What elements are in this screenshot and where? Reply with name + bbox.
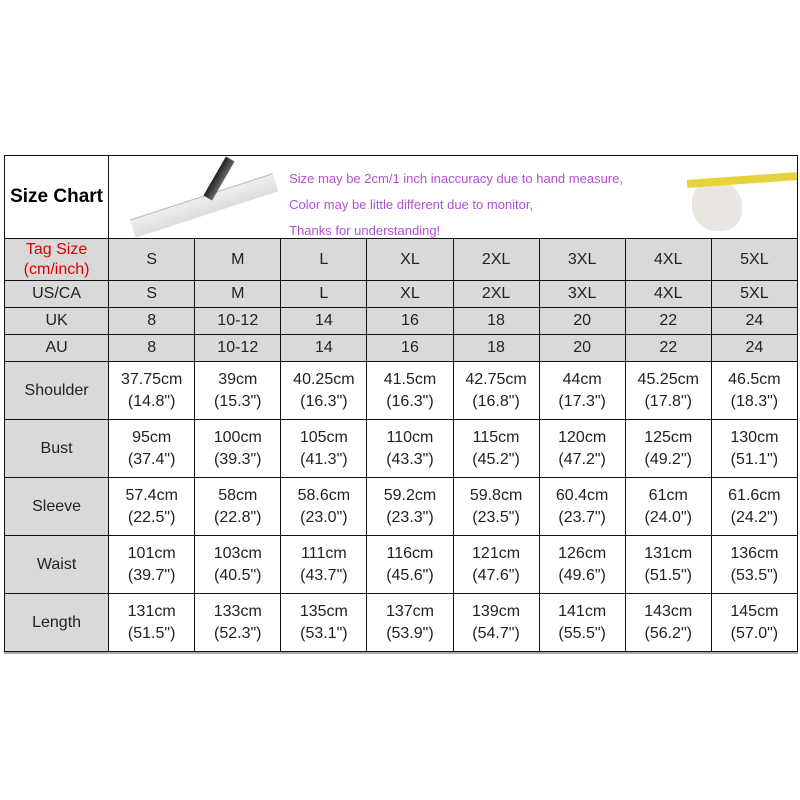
row-label: Length bbox=[5, 594, 109, 652]
size-cell: 22 bbox=[625, 335, 711, 362]
inch-value: (40.5") bbox=[214, 566, 262, 584]
size-cell: 18 bbox=[453, 335, 539, 362]
measurement-cell bbox=[539, 594, 625, 652]
inch-value: (22.5") bbox=[127, 508, 176, 526]
measurement-cell bbox=[367, 536, 453, 594]
inch-value: (55.5") bbox=[558, 624, 606, 642]
row-label: Shoulder bbox=[5, 362, 109, 420]
measurement-cell bbox=[367, 478, 453, 536]
size-cell: 5XL bbox=[711, 281, 797, 308]
cm-value: 125cm bbox=[644, 428, 693, 446]
measurement-cell bbox=[625, 362, 711, 420]
inch-value: (39.3") bbox=[214, 450, 262, 468]
inch-value: (24.0") bbox=[644, 508, 692, 526]
measurement-cell bbox=[453, 536, 539, 594]
cm-value: 58cm bbox=[218, 486, 258, 504]
inch-value: (53.9") bbox=[386, 624, 434, 642]
size-cell: 18 bbox=[453, 308, 539, 335]
tag-size-cell: S bbox=[109, 239, 195, 281]
measurement-cell bbox=[195, 536, 281, 594]
measurement-cell bbox=[625, 536, 711, 594]
inch-value: (56.2") bbox=[644, 624, 692, 642]
cm-value: 58.6cm bbox=[297, 486, 351, 504]
size-cell: 22 bbox=[625, 308, 711, 335]
cm-value: 41.5cm bbox=[383, 370, 437, 388]
inch-value: (54.7") bbox=[472, 624, 520, 642]
inch-value: (51.5") bbox=[644, 566, 692, 584]
cm-value: 135cm bbox=[299, 602, 348, 620]
inch-value: (24.2") bbox=[730, 508, 779, 526]
cm-value: 42.75cm bbox=[465, 370, 527, 388]
cm-value: 37.75cm bbox=[120, 370, 183, 388]
inch-value: (17.3") bbox=[558, 392, 606, 410]
tag-size-cell: 5XL bbox=[711, 239, 797, 281]
cm-value: 40.25cm bbox=[293, 370, 355, 388]
inch-value: (45.6") bbox=[386, 566, 434, 584]
size-cell: 14 bbox=[281, 308, 367, 335]
row-label: AU bbox=[5, 335, 109, 362]
size-row-uk bbox=[5, 308, 798, 335]
measurement-cell bbox=[711, 536, 797, 594]
cm-value: 44cm bbox=[562, 370, 602, 388]
cm-value: 59.8cm bbox=[469, 486, 523, 504]
cm-value: 61.6cm bbox=[728, 486, 781, 504]
cm-value: 126cm bbox=[558, 544, 607, 562]
cm-value: 61cm bbox=[648, 486, 688, 504]
size-cell: 8 bbox=[109, 335, 195, 362]
size-cell: 16 bbox=[367, 335, 453, 362]
measurement-note-banner bbox=[109, 156, 798, 239]
size-cell: 3XL bbox=[539, 281, 625, 308]
measurement-row-waist bbox=[5, 536, 798, 594]
cm-value: 60.4cm bbox=[555, 486, 609, 504]
measurement-cell bbox=[711, 594, 797, 652]
cm-value: 110cm bbox=[386, 428, 434, 446]
measurement-cell bbox=[281, 362, 367, 420]
cm-value: 46.5cm bbox=[728, 370, 781, 388]
inch-value: (47.6") bbox=[472, 566, 520, 584]
size-cell: 24 bbox=[711, 335, 797, 362]
tag-size-cell: L bbox=[281, 239, 367, 281]
measurement-cell bbox=[109, 594, 195, 652]
cm-value: 137cm bbox=[385, 602, 434, 620]
measurement-cell bbox=[281, 536, 367, 594]
tag-size-row bbox=[5, 239, 798, 281]
measurement-cell bbox=[367, 420, 453, 478]
measurement-cell bbox=[453, 594, 539, 652]
ruler-icon bbox=[130, 173, 279, 237]
cm-value: 115cm bbox=[472, 428, 520, 446]
measurement-row-sleeve bbox=[5, 478, 798, 536]
tag-size-cell: 2XL bbox=[453, 239, 539, 281]
cm-value: 45.25cm bbox=[637, 370, 699, 388]
inch-value: (49.2") bbox=[644, 450, 692, 468]
inch-value: (53.5") bbox=[730, 566, 779, 584]
tag-size-cell: 3XL bbox=[539, 239, 625, 281]
measurement-cell bbox=[453, 420, 539, 478]
measurement-cell bbox=[109, 478, 195, 536]
cm-value: 139cm bbox=[472, 602, 521, 620]
size-row-au bbox=[5, 335, 798, 362]
measurement-cell bbox=[539, 362, 625, 420]
size-row-us-ca bbox=[5, 281, 798, 308]
size-cell: S bbox=[109, 281, 195, 308]
measurement-cell bbox=[109, 536, 195, 594]
size-cell: 8 bbox=[109, 308, 195, 335]
inch-value: (57.0") bbox=[730, 624, 779, 642]
inch-value: (45.2") bbox=[472, 450, 520, 468]
inch-value: (23.7") bbox=[558, 508, 606, 526]
inch-value: (22.8") bbox=[214, 508, 262, 526]
inch-value: (18.3") bbox=[730, 392, 779, 410]
measurement-cell bbox=[711, 362, 797, 420]
note-line: Color may be little different due to monitor, bbox=[289, 197, 534, 212]
cm-value: 131cm bbox=[127, 602, 176, 620]
inch-value: (49.6") bbox=[558, 566, 606, 584]
cm-value: 133cm bbox=[213, 602, 262, 620]
measurement-cell bbox=[109, 362, 195, 420]
cm-value: 136cm bbox=[730, 544, 779, 562]
tag-size-cell: XL bbox=[367, 239, 453, 281]
size-cell: 20 bbox=[539, 308, 625, 335]
inch-value: (39.7") bbox=[127, 566, 176, 584]
note-line: Thanks for understanding! bbox=[289, 223, 441, 238]
measurement-cell bbox=[711, 420, 797, 478]
measurement-cell bbox=[539, 536, 625, 594]
tag-size-cell: 4XL bbox=[625, 239, 711, 281]
inch-value: (16.3") bbox=[386, 392, 434, 410]
size-cell: M bbox=[195, 281, 281, 308]
inch-value: (47.2") bbox=[558, 450, 606, 468]
cm-value: 101cm bbox=[127, 544, 176, 562]
inch-value: (53.1") bbox=[300, 624, 348, 642]
notes bbox=[289, 166, 623, 239]
inch-value: (37.4") bbox=[127, 450, 176, 468]
measurement-cell bbox=[195, 362, 281, 420]
measurement-cell bbox=[281, 478, 367, 536]
inch-value: (43.3") bbox=[386, 450, 434, 468]
inch-value: (23.3") bbox=[386, 508, 434, 526]
size-cell: 2XL bbox=[453, 281, 539, 308]
cm-value: 116cm bbox=[386, 544, 434, 562]
measurement-cell bbox=[195, 420, 281, 478]
cm-value: 121cm bbox=[472, 544, 521, 562]
cm-value: 39cm bbox=[218, 370, 258, 388]
size-cell: 4XL bbox=[625, 281, 711, 308]
cm-value: 143cm bbox=[644, 602, 693, 620]
inch-value: (23.0") bbox=[300, 508, 348, 526]
measurement-row-bust bbox=[5, 420, 798, 478]
measurement-cell bbox=[453, 478, 539, 536]
size-chart-table bbox=[4, 155, 798, 652]
measurement-cell bbox=[539, 420, 625, 478]
measurement-cell bbox=[195, 594, 281, 652]
inch-value: (23.5") bbox=[472, 508, 520, 526]
tag-size-cell: M bbox=[195, 239, 281, 281]
inch-value: (43.7") bbox=[300, 566, 348, 584]
divider bbox=[4, 652, 798, 654]
size-cell: 20 bbox=[539, 335, 625, 362]
cm-value: 131cm bbox=[644, 544, 693, 562]
measurement-cell bbox=[109, 420, 195, 478]
cm-value: 145cm bbox=[730, 602, 779, 620]
inch-value: (15.3") bbox=[214, 392, 262, 410]
cm-value: 111cm bbox=[301, 544, 347, 562]
inch-value: (16.8") bbox=[472, 392, 520, 410]
tag-size-label: Tag Size (cm/inch) bbox=[5, 239, 109, 281]
measurement-cell bbox=[711, 478, 797, 536]
cm-value: 120cm bbox=[558, 428, 607, 446]
measurement-cell bbox=[539, 478, 625, 536]
row-label: UK bbox=[5, 308, 109, 335]
size-cell: XL bbox=[367, 281, 453, 308]
inch-value: (17.8") bbox=[644, 392, 692, 410]
inch-value: (51.1") bbox=[730, 450, 779, 468]
measuring-tape-icon bbox=[687, 172, 797, 188]
measurement-cell bbox=[367, 594, 453, 652]
measurement-cell bbox=[281, 594, 367, 652]
size-cell: 24 bbox=[711, 308, 797, 335]
row-label: Sleeve bbox=[5, 478, 109, 536]
size-cell: 10-12 bbox=[195, 308, 281, 335]
measurement-cell bbox=[453, 362, 539, 420]
cm-value: 100cm bbox=[213, 428, 262, 446]
size-chart-title: Size Chart bbox=[5, 156, 109, 239]
measurement-cell bbox=[367, 362, 453, 420]
measurement-row-shoulder bbox=[5, 362, 798, 420]
cm-value: 105cm bbox=[299, 428, 348, 446]
size-cell: L bbox=[281, 281, 367, 308]
cm-value: 141cm bbox=[558, 602, 607, 620]
inch-value: (52.3") bbox=[214, 624, 262, 642]
cm-value: 95cm bbox=[132, 428, 172, 446]
header-row bbox=[5, 156, 798, 239]
inch-value: (14.8") bbox=[127, 392, 176, 410]
size-cell: 14 bbox=[281, 335, 367, 362]
inch-value: (16.3") bbox=[300, 392, 348, 410]
inch-value: (51.5") bbox=[127, 624, 176, 642]
cm-value: 57.4cm bbox=[125, 486, 178, 504]
cm-value: 103cm bbox=[213, 544, 262, 562]
measurement-cell bbox=[195, 478, 281, 536]
measurement-cell bbox=[281, 420, 367, 478]
row-label: Bust bbox=[5, 420, 109, 478]
size-cell: 10-12 bbox=[195, 335, 281, 362]
measurement-cell bbox=[625, 594, 711, 652]
note-line: Size may be 2cm/1 inch inaccuracy due to hand measure, bbox=[289, 171, 623, 186]
inch-value: (41.3") bbox=[300, 450, 348, 468]
measurement-cell bbox=[625, 420, 711, 478]
size-cell: 16 bbox=[367, 308, 453, 335]
cm-value: 59.2cm bbox=[383, 486, 437, 504]
measurement-row-length bbox=[5, 594, 798, 652]
row-label: US/CA bbox=[5, 281, 109, 308]
hand-icon bbox=[692, 181, 742, 231]
measurement-cell bbox=[625, 478, 711, 536]
cm-value: 130cm bbox=[730, 428, 779, 446]
row-label: Waist bbox=[5, 536, 109, 594]
